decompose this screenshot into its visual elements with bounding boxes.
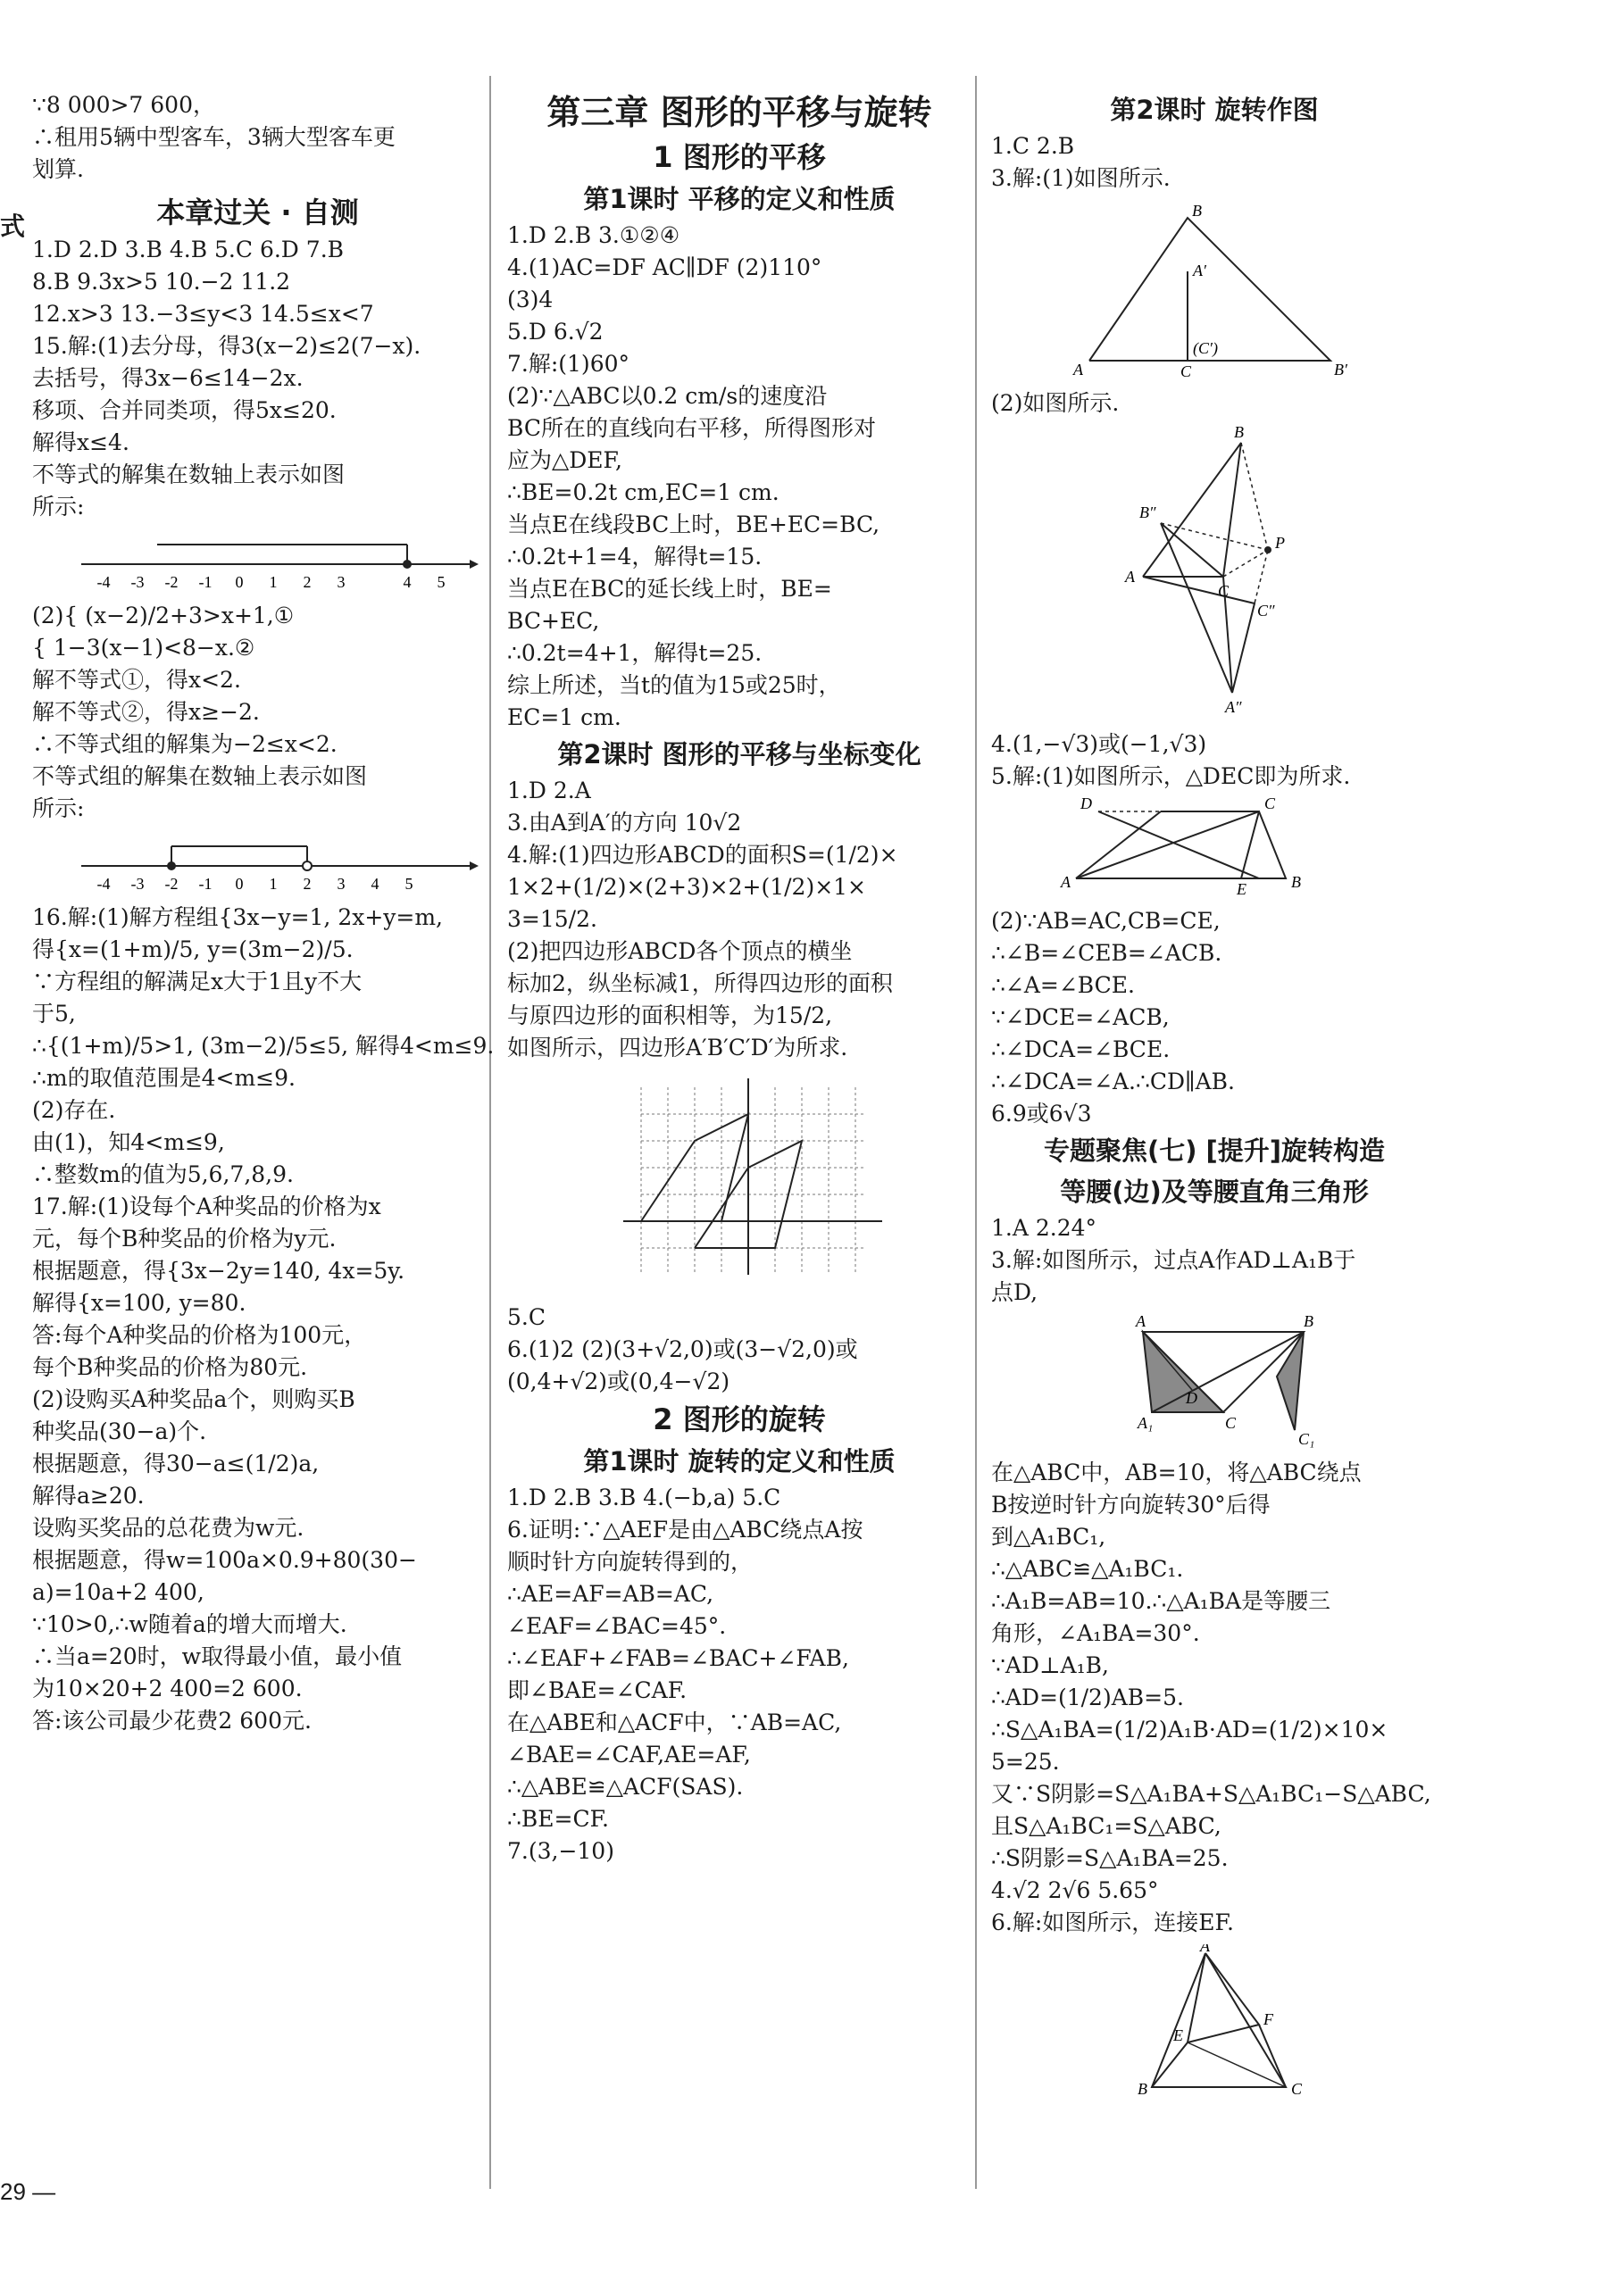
tick-label: -2 [164, 573, 179, 591]
text-line: 解得a≥20. [32, 1483, 145, 1509]
number-line-figure-2 [32, 830, 479, 893]
text-line: ∵方程组的解满足x大于1且y不大 [32, 969, 363, 994]
text-line: ∴S阴影=S△A₁BA=25. [991, 1845, 1229, 1871]
tick-label: 4 [403, 573, 412, 591]
column-2 [507, 89, 971, 1868]
lesson-title: 第1课时 旋转的定义和性质 [583, 1446, 896, 1477]
text-line: ∵AD⊥A₁B, [991, 1652, 1109, 1678]
text-line: ∴不等式组的解集为−2≤x<2. [32, 731, 338, 757]
text-line: 不等式组的解集在数轴上表示如图 [32, 763, 368, 789]
point-label: A [1200, 1944, 1210, 1955]
text-line: 综上所述，当t的值为15或25时， [507, 672, 841, 698]
point-label: D [1186, 1389, 1197, 1407]
text-line: 解不等式①，得x<2. [32, 667, 241, 693]
text-line: (2)∵AB=AC,CB=CE, [991, 908, 1221, 934]
text-line: 4.(1,−√3)或(−1,√3) [991, 731, 1207, 757]
text-line: 移项、合并同类项，得5x≤20. [32, 397, 337, 423]
point-label: B [1304, 1314, 1313, 1330]
text-line: ∴△ABE≌△ACF(SAS). [507, 1774, 744, 1800]
text-line: 4.解:(1)四边形ABCD的面积S=(1/2)× [507, 842, 898, 868]
text-line: 8.B 9.3x>5 10.−2 11.2 [32, 269, 291, 295]
text-line: ∴A₁B=AB=10.∴△A₁BA是等腰三 [991, 1588, 1331, 1614]
tick-label: 3 [337, 573, 346, 591]
text-line: 5.C [507, 1304, 546, 1330]
rotation-figure-3 [991, 798, 1420, 896]
coordinate-grid-figure [507, 1069, 971, 1293]
text-line: 1.A 2.24° [991, 1215, 1097, 1241]
text-line: 1×2+(1/2)×(2+3)×2+(1/2)×1× [507, 874, 867, 900]
point-label: C [1218, 582, 1230, 600]
text-line: 在△ABE和△ACF中，∵AB=AC, [507, 1710, 842, 1735]
text-line: ∴△ABC≌△A₁BC₁. [991, 1556, 1184, 1582]
text-line: 当点E在BC的延长线上时，BE= [507, 576, 832, 602]
text-line: ∴{(1+m)/5>1, (3m−2)/5≤5, 解得4<m≤9. [32, 1033, 495, 1059]
text-line: (2)如图所示. [991, 390, 1120, 416]
text-line: 每个B种奖品的价格为80元. [32, 1354, 308, 1380]
tick-label: 5 [404, 875, 413, 893]
focus-title: 专题聚焦(七) [提升]旋转构造 [1043, 1136, 1386, 1166]
point-label: A [1073, 361, 1083, 379]
text-line: ∴AE=AF=AB=AC, [507, 1581, 714, 1607]
text-line: 于5, [32, 1001, 76, 1027]
rotation-figure-2 [991, 425, 1420, 720]
text-line: 与原四边形的面积相等，为15/2, [507, 1002, 833, 1028]
rotation-figure-5 [991, 1944, 1420, 2096]
text-line: 解不等式②，得x≥−2. [32, 699, 260, 725]
section-title: 2 图形的旋转 [653, 1402, 826, 1436]
text-line: { 1−3(x−1)<8−x.② [32, 635, 255, 661]
text-line: 7.(3,−10) [507, 1838, 614, 1864]
tick-label: -1 [198, 875, 213, 893]
page-number: 29 — [0, 2178, 56, 2205]
point-label: A′ [1193, 262, 1206, 279]
text-line: 答:该公司最少花费2 600元. [32, 1708, 312, 1734]
text-line: 6.(1)2 (2)(3+√2,0)或(3−√2,0)或 [507, 1336, 858, 1362]
text-line: ∴∠B=∠CEB=∠ACB. [991, 940, 1222, 966]
tick-label: -2 [164, 875, 179, 893]
point-label: C″ [1257, 602, 1275, 620]
text-line: 1.D 2.A [507, 778, 591, 803]
text-line: 种奖品(30−a)个. [32, 1418, 207, 1444]
point-label: B″ [1139, 503, 1156, 521]
text-line: 应为△DEF, [507, 447, 622, 473]
tick-label: 1 [269, 573, 278, 591]
focus-title: 等腰(边)及等腰直角三角形 [1060, 1177, 1369, 1207]
chapter-title: 第三章 图形的平移与旋转 [546, 93, 932, 132]
text-line: ∴AD=(1/2)AB=5. [991, 1685, 1184, 1710]
text-line: 3.解:(1)如图所示. [991, 165, 1171, 191]
tick-label: 2 [303, 875, 312, 893]
text-line: 1.D 2.D 3.B 4.B 5.C 6.D 7.B [32, 237, 345, 262]
section-title: 本章过关 · 自测 [156, 195, 359, 229]
text-line: EC=1 cm. [507, 704, 621, 730]
section-title: 1 图形的平移 [653, 140, 826, 174]
text-line: 所示: [32, 494, 85, 520]
point-label: P [1275, 534, 1285, 552]
tick-label: -3 [130, 573, 145, 591]
text-line: (2)把四边形ABCD各个顶点的横坐 [507, 938, 853, 964]
text-line: 1.D 2.B 3.①②④ [507, 222, 680, 248]
point-label: A₁ [1138, 1414, 1154, 1432]
text-line: 1.C 2.B [991, 133, 1075, 159]
text-line: ∴租用5辆中型客车，3辆大型客车更 [32, 124, 396, 150]
text-line: (2){ (x−2)/2+3>x+1,① [32, 603, 295, 628]
column-1 [32, 89, 495, 1737]
point-label: B′ [1334, 361, 1347, 379]
point-label: B [1291, 873, 1301, 891]
column-divider-1 [489, 76, 491, 2189]
point-label: E [1237, 880, 1246, 896]
text-line: 根据题意，得30−a≤(1/2)a, [32, 1451, 320, 1477]
text-line: 7.解:(1)60° [507, 351, 629, 377]
point-label: A [1061, 873, 1071, 891]
text-line: 划算. [32, 156, 84, 182]
text-line: ∴∠DCA=∠BCE. [991, 1036, 1171, 1062]
point-label: C [1225, 1414, 1237, 1432]
point-label: A [1136, 1314, 1146, 1330]
text-line: ∵∠DCE=∠ACB, [991, 1004, 1170, 1030]
text-line: 设购买奖品的总花费为w元. [32, 1515, 304, 1541]
tick-label: 4 [371, 875, 379, 893]
text-line: 3=15/2. [507, 906, 597, 932]
tick-label: -1 [198, 573, 213, 591]
text-line: B按逆时针方向旋转30°后得 [991, 1492, 1271, 1518]
text-line: 5=25. [991, 1749, 1060, 1775]
text-line: 点D, [991, 1279, 1038, 1305]
text-line: 12.x>3 13.−3≤y<3 14.5≤x<7 [32, 301, 374, 327]
tick-label: 5 [437, 573, 446, 591]
text-line: 解得x≤4. [32, 429, 129, 455]
text-line: 得{x=(1+m)/5, y=(3m−2)/5. [32, 936, 354, 962]
text-line: 为10×20+2 400=2 600. [32, 1676, 303, 1701]
tick-label: -3 [130, 875, 145, 893]
tick-label: 3 [337, 875, 346, 893]
text-line: 根据题意，得w=100a×0.9+80(30− [32, 1547, 417, 1573]
text-line: ∴m的取值范围是4<m≤9. [32, 1065, 296, 1091]
point-label: C₁ [1298, 1430, 1315, 1448]
number-line-figure-1 [32, 528, 479, 591]
point-label: (C′) [1193, 339, 1218, 357]
text-line: a)=10a+2 400, [32, 1579, 204, 1605]
cut-off-char: 式 [0, 212, 26, 241]
point-label: D [1080, 798, 1092, 812]
lesson-title: 第2课时 旋转作图 [1110, 95, 1319, 125]
text-line: 即∠BAE=∠CAF. [507, 1677, 688, 1703]
tick-label: 2 [303, 573, 312, 591]
tick-label: 1 [269, 875, 278, 893]
rotation-figure-1 [991, 200, 1420, 379]
point-label: A″ [1225, 698, 1242, 716]
text-line: 6.证明:∵△AEF是由△ABC绕点A按 [507, 1517, 863, 1543]
text-line: 15.解:(1)去分母，得3(x−2)≤2(7−x). [32, 333, 421, 359]
text-line: ∴0.2t+1=4，解得t=15. [507, 544, 763, 570]
tick-label: 0 [235, 875, 244, 893]
text-line: 角形，∠A₁BA=30°. [991, 1620, 1200, 1646]
text-line: (3)4 [507, 287, 554, 312]
text-line: ∴∠DCA=∠A.∴CD∥AB. [991, 1069, 1235, 1094]
text-line: ∵8 000>7 600， [32, 92, 215, 118]
text-line: 5.解:(1)如图所示，△DEC即为所求. [991, 763, 1351, 789]
text-line: ∴0.2t=4+1，解得t=25. [507, 640, 763, 666]
text-line: (0,4+√2)或(0,4−√2) [507, 1368, 730, 1394]
text-line: ∴S△A₁BA=(1/2)A₁B·AD=(1/2)×10× [991, 1717, 1388, 1743]
text-line: 1.D 2.B 3.B 4.(−b,a) 5.C [507, 1485, 781, 1510]
text-line: 当点E在线段BC上时，BE+EC=BC, [507, 512, 880, 537]
text-line: 由(1)，知4<m≤9, [32, 1129, 225, 1155]
lesson-title: 第2课时 图形的平移与坐标变化 [557, 739, 921, 769]
point-label: C [1264, 798, 1276, 812]
text-line: 3.解:如图所示，过点A作AD⊥A₁B于 [991, 1247, 1356, 1273]
column-divider-2 [975, 76, 977, 2189]
text-line: 去括号，得3x−6≤14−2x. [32, 365, 304, 391]
text-line: 答:每个A种奖品的价格为100元， [32, 1322, 367, 1348]
text-line: ∴∠EAF+∠FAB=∠BAC+∠FAB, [507, 1645, 849, 1671]
point-label: C [1180, 362, 1192, 379]
text-line: (2)∵△ABC以0.2 cm/s的速度沿 [507, 383, 828, 409]
text-line: 且S△A₁BC₁=S△ABC, [991, 1813, 1221, 1839]
point-label: A [1125, 568, 1135, 586]
text-line: 3.由A到A′的方向 10√2 [507, 810, 742, 836]
text-line: 6.解:如图所示，连接EF. [991, 1909, 1234, 1935]
text-line: ∵10>0,∴w随着a的增大而增大. [32, 1611, 347, 1637]
text-line: 顺时针方向旋转得到的， [507, 1549, 754, 1575]
text-line: ∴BE=CF. [507, 1806, 610, 1832]
text-line: 4.(1)AC=DF AC∥DF (2)110° [507, 254, 822, 280]
text-line: ∠BAE=∠CAF,AE=AF, [507, 1742, 751, 1768]
text-line: ∴∠A=∠BCE. [991, 972, 1135, 998]
text-line: BC所在的直线向右平移，所得图形对 [507, 415, 876, 441]
text-line: 17.解:(1)设每个A种奖品的价格为x [32, 1194, 381, 1219]
text-line: (2)存在. [32, 1097, 116, 1123]
point-label: B [1234, 425, 1244, 441]
tick-label: -4 [96, 573, 111, 591]
rotation-figure-4 [991, 1314, 1420, 1448]
text-line: 6.9或6√3 [991, 1101, 1092, 1127]
text-line: 4.√2 2√6 5.65° [991, 1877, 1159, 1903]
tick-label: -4 [96, 875, 111, 893]
lesson-title: 第1课时 平移的定义和性质 [583, 184, 896, 214]
point-label: F [1263, 2010, 1273, 2028]
point-label: C [1291, 2080, 1303, 2096]
text-line: BC+EC, [507, 608, 600, 634]
point-label: B [1192, 202, 1202, 220]
tick-label: 0 [235, 573, 244, 591]
text-line: 5.D 6.√2 [507, 319, 604, 345]
text-line: ∴BE=0.2t cm,EC=1 cm. [507, 479, 779, 505]
text-line: 在△ABC中，AB=10，将△ABC绕点 [991, 1460, 1362, 1485]
text-line: 标加2，纵坐标减1，所得四边形的面积 [507, 970, 893, 996]
text-line: ∴整数m的值为5,6,7,8,9. [32, 1161, 294, 1187]
text-line: 又∵S阴影=S△A₁BA+S△A₁BC₁−S△ABC, [991, 1781, 1431, 1807]
text-line: 根据题意，得{3x−2y=140, 4x=5y. [32, 1258, 405, 1284]
text-line: (2)设购买A种奖品a个，则购买B [32, 1386, 355, 1412]
text-line: 16.解:(1)解方程组{3x−y=1, 2x+y=m, [32, 904, 443, 930]
text-line: 所示: [32, 795, 85, 821]
point-label: B [1138, 2080, 1147, 2096]
text-line: 到△A₁BC₁, [991, 1524, 1106, 1550]
text-line: 解得{x=100, y=80. [32, 1290, 246, 1316]
text-line: ∴当a=20时，w取得最小值，最小值 [32, 1643, 403, 1669]
text-line: 不等式的解集在数轴上表示如图 [32, 462, 346, 487]
column-3 [991, 89, 1438, 2105]
text-line: ∠EAF=∠BAC=45°. [507, 1613, 727, 1639]
point-label: E [1173, 2026, 1183, 2044]
text-line: 如图所示，四边形A′B′C′D′为所求. [507, 1035, 848, 1061]
text-line: 元，每个B种奖品的价格为y元. [32, 1226, 337, 1252]
